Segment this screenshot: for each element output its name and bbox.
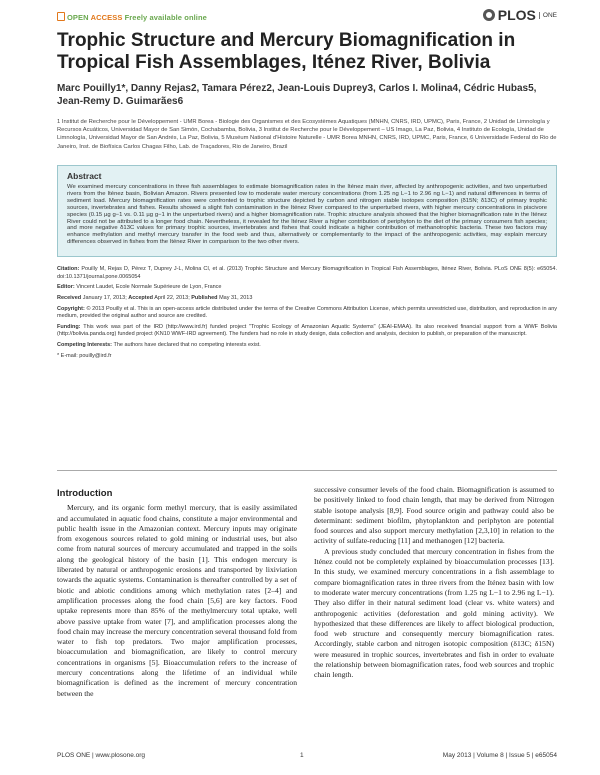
intro-paragraph: A previous study concluded that mercury concentration in fishes from the Iténez could not be completely explained by bioaccumulation processes [13]. In this study, we examined mercury concentrations in a fish assemblage to compare biomagnification rates in three rivers from the Iténez basin with low to moderate water mercury concentrations (from 1.25 ng L−1 to 2.96 ng L−1). They also differ in their natural sediment load (clear vs. white waters) and anthropogenic activities (deforestation and gold mining activity). We hypothesized that these differences are likely to affect biological production, food web structure and consequently mercury biomagnification rates. Accordingly, stable carbon and nitrogen isotopic composition (δ13C; δ15N) were measured in trophic sources, invertebrates and fish in order to evaluate the relationship between biomagnification rates, food web sources and trophic chain length. <box>314 546 554 680</box>
intro-paragraph: Mercury, and its organic form methyl mercury, that is easily assimilated and accumulated in aquatic food chains, constitute a major environmental and public health issue in the Amazonian context. Mercury inputs may originate from exogenous sources related to gold mining or industrial uses, but also come from natural sources of mercury accumulated and trapped in the soils along the geological history of the basin [1]. This endogen mercury is liberated by natural or anthropogenic erosions and transported by lixiviation towards the aquatic systems. Contamination is thereafter controlled by a set of biotic and abiotic conditions among which methylation rates [2–4] and amplification processes along the food chain [5,6] are key factors. Food uptake represents more than 85% of the methylmercury total uptake, well above passive uptake from water [7], and amplification processes along the food chain may increase the mercury concentration several thousand fold from water to fish top predators. Two major amplification processes, bioaccumulation and biomagnification, are likely to control mercury concentrations in organisms [5]. Bioaccumulation refers to the increase of mercury concentrations along the lifetime of an individual while biomagnification is defined as the increment of mercury concentration between the <box>57 503 297 698</box>
citation: Citation: Pouilly M, Rejas D, Pérez T, Duprey J-L, Molina CI, et al. (2013) Trophic Structure and Mercury Biomagnification in Tropical Fish Assemblages, Iténez River, Bolivia. PLoS ONE 8(5): e65054. doi:10.1371/journal.pone.0065054 <box>57 266 557 280</box>
lock-icon <box>57 12 65 21</box>
page-footer <box>57 752 557 759</box>
open-label: OPEN <box>67 13 89 22</box>
paper-title: Trophic Structure and Mercury Biomagnification in Tropical Fish Assemblages, Iténez River, Bolivia <box>57 30 516 73</box>
logo-text: PLOS <box>497 7 536 23</box>
logo-sub: ONE <box>539 12 557 19</box>
abstract-heading: Abstract <box>67 171 102 181</box>
abstract-box <box>57 165 557 257</box>
plos-logo <box>483 7 557 23</box>
footer-journal: PLOS ONE | www.plosone.org <box>57 752 146 759</box>
plos-circle-icon <box>483 9 495 21</box>
copyright: Copyright: © 2013 Pouilly et al. This is an open-access article distributed under the terms of the Creative Commons Attribution License, which permits unrestricted use, distribution, and reproduction in any medium, provided the original author and source are credited. <box>57 305 558 320</box>
email: * E-mail: pouilly@ird.fr <box>57 352 112 359</box>
open-access-badge <box>57 12 207 22</box>
access-label: ACCESS <box>90 13 123 22</box>
competing-interests: Competing Interests: The authors have declared that no competing interests exist. <box>57 341 261 348</box>
intro-paragraph: successive consumer levels of the food chain. Biomagnification is assumed to be positively linked to food chain length, that may be derived from Nitrogen stable isotope analysis [8,9]. Food source origin and pathway could also be determinant: sediment biofilm, phytoplankton and periphyton are potential food sources and also support mercury methylation [2,3,10] in relation to the activity of sulfate-reducing [11] and methanogen [12] bacteria. <box>314 485 554 546</box>
footer-issue: May 2013 | Volume 8 | Issue 5 | e65054 <box>442 752 557 759</box>
freely-available-label: Freely available online <box>124 13 207 22</box>
page-number: 1 <box>300 752 304 759</box>
editor: Editor: Vincent Laudet, Ecole Normale Supérieure de Lyon, France <box>57 284 222 291</box>
right-column <box>314 485 554 681</box>
introduction-heading: Introduction <box>57 488 113 499</box>
funding: Funding: This work was part of the IRD (http://www.ird.fr) funded project "Trophic Ecology of Amazonian Aquatic Systems" (JEAI-EMAA). Its also received financial support from a WWF Bolivia (http://bolivia.panda.org) funded project (KN10 WWF-IRD agreement). The funders had no role in study design, data collection and analysis, decision to publish, or preparation of the manuscript. <box>57 323 557 338</box>
affiliations: 1 Institut de Recherche pour le Développement - UMR Borea - Biologie des Organismes et des Ecosystèmes Aquatiques (MNHN, CNRS, IRD, UPMC), Paris, France, 2 Unidad de Limnología y Recursos Acuáticos, Universidad Mayor de San Simón, Cochabamba, Bolivia, 3 Institut de Recherche pour le Développement – US Imago, La Paz, Bolivia, 4 Instituto de Ecología, Unidad de Limnología, Universidad Mayor de San Andrés, La Paz, Bolivia, 5 Muséum National d'Histoire Naturelle - UMR Borea MNHN, CNRS, IRD, UPMC, Paris, France, 6 Universidade Federal do Rio de Janeiro, Inst. de Biofísica Carlos Chagas Filho, Lab. de Traçadores, Rio de Janeiro, Brazil <box>57 119 557 150</box>
article-meta <box>57 266 557 363</box>
section-divider <box>57 470 557 471</box>
dates: Received January 17, 2013; Accepted April 22, 2013; Published May 31, 2013 <box>57 294 253 301</box>
abstract-text: We examined mercury concentrations in three fish assemblages to estimate biomagnification rates in the Iténez main river, affected by anthropogenic activities, and two unperturbed rivers from the Iténez basin, Bolivian Amazon. Rivers presented low to moderate water mercury concentrations (from 1.25 ng L−1 to 2.96 ng L−1) and natural differences in terms of sediment load. Mercury biomagnification rates were confronted to trophic structure depicted by carbon and nitrogen stable isotopes composition (δ15N; δ13C) of primary trophic sources, invertebrates and fishes. Results showed a slight fish contamination in the Iténez River compared to the unperturbed rivers, with higher mercury concentrations in piscivore species (0.15 µg g−1 vs. 0.11 µg g−1 in the unperturbed rivers) and a higher biomagnification rate. Trophic structure analysis showed that the higher biomagnification rate in the Iténez River could not be attributed to a longer food chain. Nevertheless, it revealed for the Iténez River a higher contribution of periphyton to the diet of the primary consumers fish species; and more negative δ13C values for primary trophic sources, invertebrates and fishes that could indicate a higher contribution of methanotrophic bacteria. These two factors may enhance methylation and methyl mercury transfer in the food web and thus, alternatively or complementarily to the impact of the anthropogenic activities, may explain mercury differences observed in fishes from the Iténez River in comparison to the two other rivers. <box>67 184 547 246</box>
left-column <box>57 489 297 699</box>
author-list: Marc Pouilly1*, Danny Rejas2, Tamara Pérez2, Jean-Louis Duprey3, Carlos I. Molina4, Cédric Hubas5, Jean-Remy D. Guimarães6 <box>57 83 537 107</box>
